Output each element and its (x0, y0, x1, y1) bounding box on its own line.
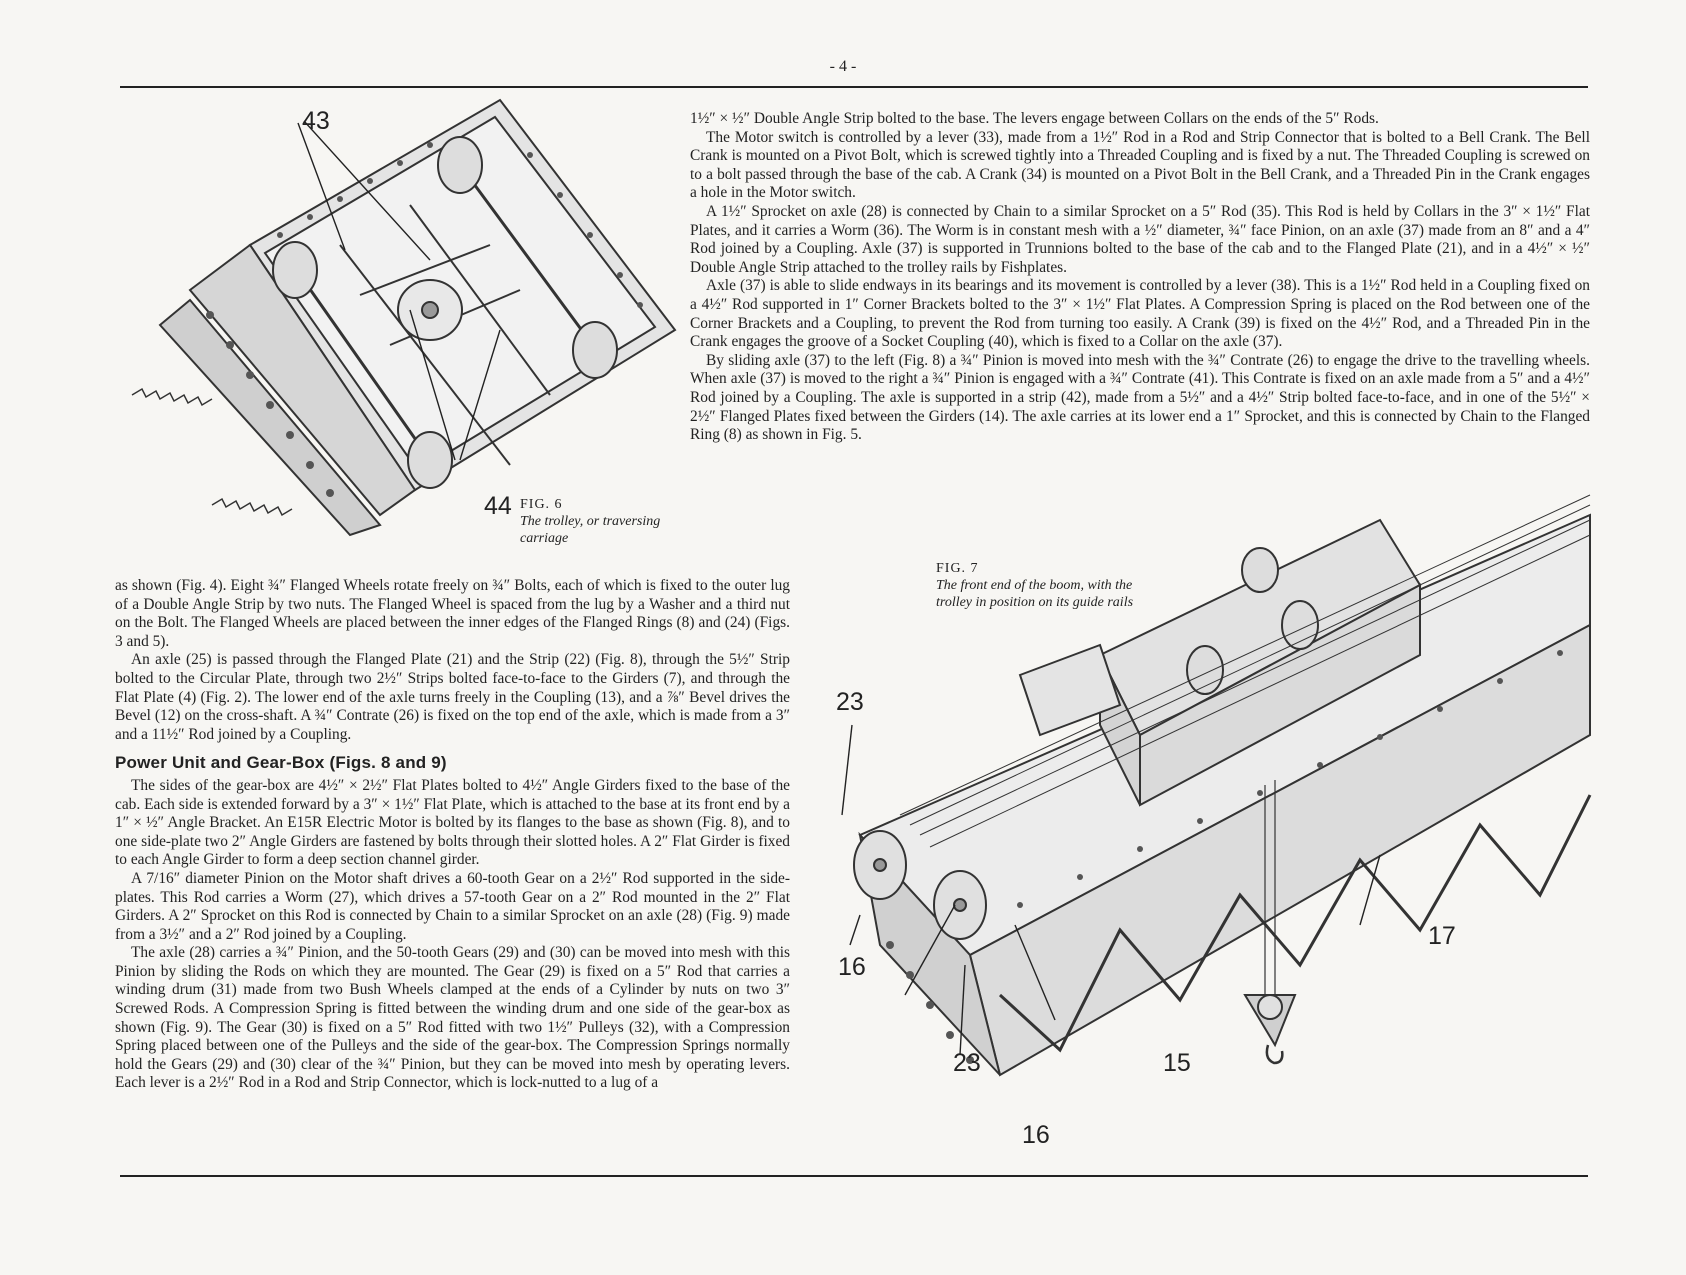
fig7-label: FIG. 7 (936, 561, 979, 576)
paragraph: An axle (25) is passed through the Flanged Plate (21) and the Strip (22) (Fig. 8), through the 5½″ Strip bolted to the Circular Plate, through two 2½″ Strips bolted face-to-face to the Girders (7), and through the Flat Plate (4) (Fig. 2). The lower end of the axle turns freely in the Coupling (13), and a ⅞″ Bevel drives the Bevel (12) on the cross-shaft. A ¾″ Contrate (26) is fixed on the top end of the axle, which is made from a 3″ and a 11½″ Rod joined by a Coupling. (115, 651, 790, 743)
fig7-callout-16-bottom: 16 (1022, 1121, 1050, 1149)
paragraph: A 7/16″ diameter Pinion on the Motor shaft drives a 60-tooth Gear on a 2½″ Rod supported in the side-plates. This Rod carries a Worm (27), which drives a 57-tooth Gear on a 2″ Rod mounted in the 2″ Flat Girders. A 2″ Sprocket on this Rod is connected by Chain to a similar Sprocket on an axle (28) (Fig. 9) made from a 3½″ and a 2″ Rod joined by a Coupling. (115, 869, 790, 943)
left-column-text (115, 577, 790, 1093)
fig6-trolley-illustration (130, 95, 690, 555)
fig6-callout-43: 43 (302, 107, 330, 135)
page-number: - 4 - (829, 58, 857, 75)
fig7-callout-23-top: 23 (836, 688, 864, 716)
paragraph: The sides of the gear-box are 4½″ × 2½″ Flat Plates bolted to 4½″ Angle Girders fixed to the base of the cab. Each side is extended forward by a 3″ × 1½″ Flat Plate, which is attached to the base at its front end by a 1″ × ½″ Angle Bracket. An E15R Electric Motor is bolted by its flanges to the base as shown (Fig. 8), and to one side-plate two 2″ Angle Girders are fastened by bolts through their slotted holes. A 2″ Flat Girder is fixed to each Angle Girder to form a deep section channel girder. (115, 776, 790, 869)
fig7-boom-illustration (820, 475, 1590, 1155)
paragraph: Axle (37) is able to slide endways in its bearings and its movement is controlled by a lever (38). This is a 1½″ Rod held in a Coupling fixed on a 4½″ Rod supported in 1″ Corner Brackets bolted to the 3″ × 1½″ Flat Plates. A Compression Spring is placed on the Rod between one of the Corner Brackets and a Coupling, to prevent the Rod from turning too easily. A Crank (39) is fixed on the 4½″ Rod, and a Threaded Pin in the Crank engages the groove of a Socket Coupling (40), which is fixed to a Collar on the axle (37). (690, 277, 1590, 351)
paragraph: 1½″ × ½″ Double Angle Strip bolted to the base. The levers engage between Collars on the ends of the 5″ Rods. (690, 110, 1379, 127)
fig7-callout-23-bottom: 23 (953, 1049, 981, 1077)
fig7-callout-15: 15 (1163, 1049, 1191, 1077)
fig7-callout-17: 17 (1428, 922, 1456, 950)
top-rule (120, 86, 1588, 88)
paragraph: The axle (28) carries a ¾″ Pinion, and the 50-tooth Gears (29) and (30) can be moved into mesh with this Pinion by sliding the Rods on which they are mounted. The Gear (29) is fixed on a 5″ Rod that carries a winding drum (31) made from two Bush Wheels clamped at the ends of a Cylinder by nuts on two 3″ Screwed Rods. A Compression Spring is fitted between the winding drum and one side of the gear-box as shown (Fig. 9). The Gear (30) is fixed on a 5″ Rod fitted with two 1½″ Pulleys (32), with a Compression Spring placed between one of the Pulleys and the side of the gear-box. The Compression Springs normally hold the Gears (29) and (30) clear of the ¾″ Pinion, but they can be moved into mesh by operating levers. Each lever is a 2½″ Rod in a Rod and Strip Connector, which is lock-nutted to a lug of a (115, 944, 790, 1092)
fig6-caption: The trolley, or traversing carriage (520, 514, 661, 546)
paragraph: The Motor switch is controlled by a lever (33), made from a 1½″ Rod in a Rod and Strip Connector that is bolted to a Bell Crank. The Bell Crank is mounted on a Pivot Bolt, which is screwed tightly into a Threaded Coupling and is fixed by a nut. The Threaded Coupling is screwed on to a bolt passed through the base of the cab. A Crank (34) is mounted on a Pivot Bolt in the Bell Crank, and a Threaded Pin in the Crank engages a hole in the Motor switch. (690, 128, 1590, 202)
fig6-caption-block (520, 496, 695, 547)
fig7-caption: The front end of the boom, with the trolley in position on its guide rails (936, 578, 1134, 610)
right-column-text (690, 110, 1590, 445)
section-heading: Power Unit and Gear-Box (Figs. 8 and 9) (115, 753, 447, 773)
paragraph: By sliding axle (37) to the left (Fig. 8) a ¾″ Pinion is moved into mesh with the ¾″ Contrate (26) to engage the drive to the travelling wheels. When axle (37) is moved to the right a ¾″ Pinion is engaged with a ¾″ Contrate (41). This Contrate is fixed on an axle made from a 5″ and a 4½″ Rod joined by a Coupling. The axle is supported in a strip (42), made from a 5½″ and a 4½″ Strip bolted face-to-face, and in one of the 5½″ × 2½″ Flanged Plates fixed between the Girders (14). The axle carries at its lower end a 1″ Sprocket, and this is connected by Chain to the Flanged Ring (8) as shown in Fig. 5. (690, 351, 1590, 444)
paragraph: as shown (Fig. 4). Eight ¾″ Flanged Wheels rotate freely on ¾″ Bolts, each of which is fixed to the outer lug of a Double Angle Strip by two nuts. The Flanged Wheel is spaced from the lug by a Washer and a third nut on the Bolt. The Flanged Wheels are placed between the inner edges of the Flanged Rings (8) and (24) (Figs. 3 and 5). (115, 577, 790, 650)
fig6-callout-44: 44 (484, 492, 512, 520)
fig7-callout-16-left: 16 (838, 953, 866, 981)
paragraph: A 1½″ Sprocket on axle (28) is connected by Chain to a similar Sprocket on a 5″ Rod (35). This Rod is held by Collars in the 3″ × 1½″ Flat Plates, and it carries a Worm (36). The Worm is in constant mesh with a ½″ diameter, ¾″ face Pinion, on an axle (37) made from an 8″ and a 4″ Rod joined by a Coupling. Axle (37) is supported in Trunnions bolted to the base of the cab and to the Flanged Plate (21), and in a 4½″ × ½″ Double Angle Strip attached to the trolley rails by Fishplates. (690, 202, 1590, 276)
bottom-rule (120, 1175, 1588, 1177)
fig6-label: FIG. 6 (520, 497, 563, 512)
